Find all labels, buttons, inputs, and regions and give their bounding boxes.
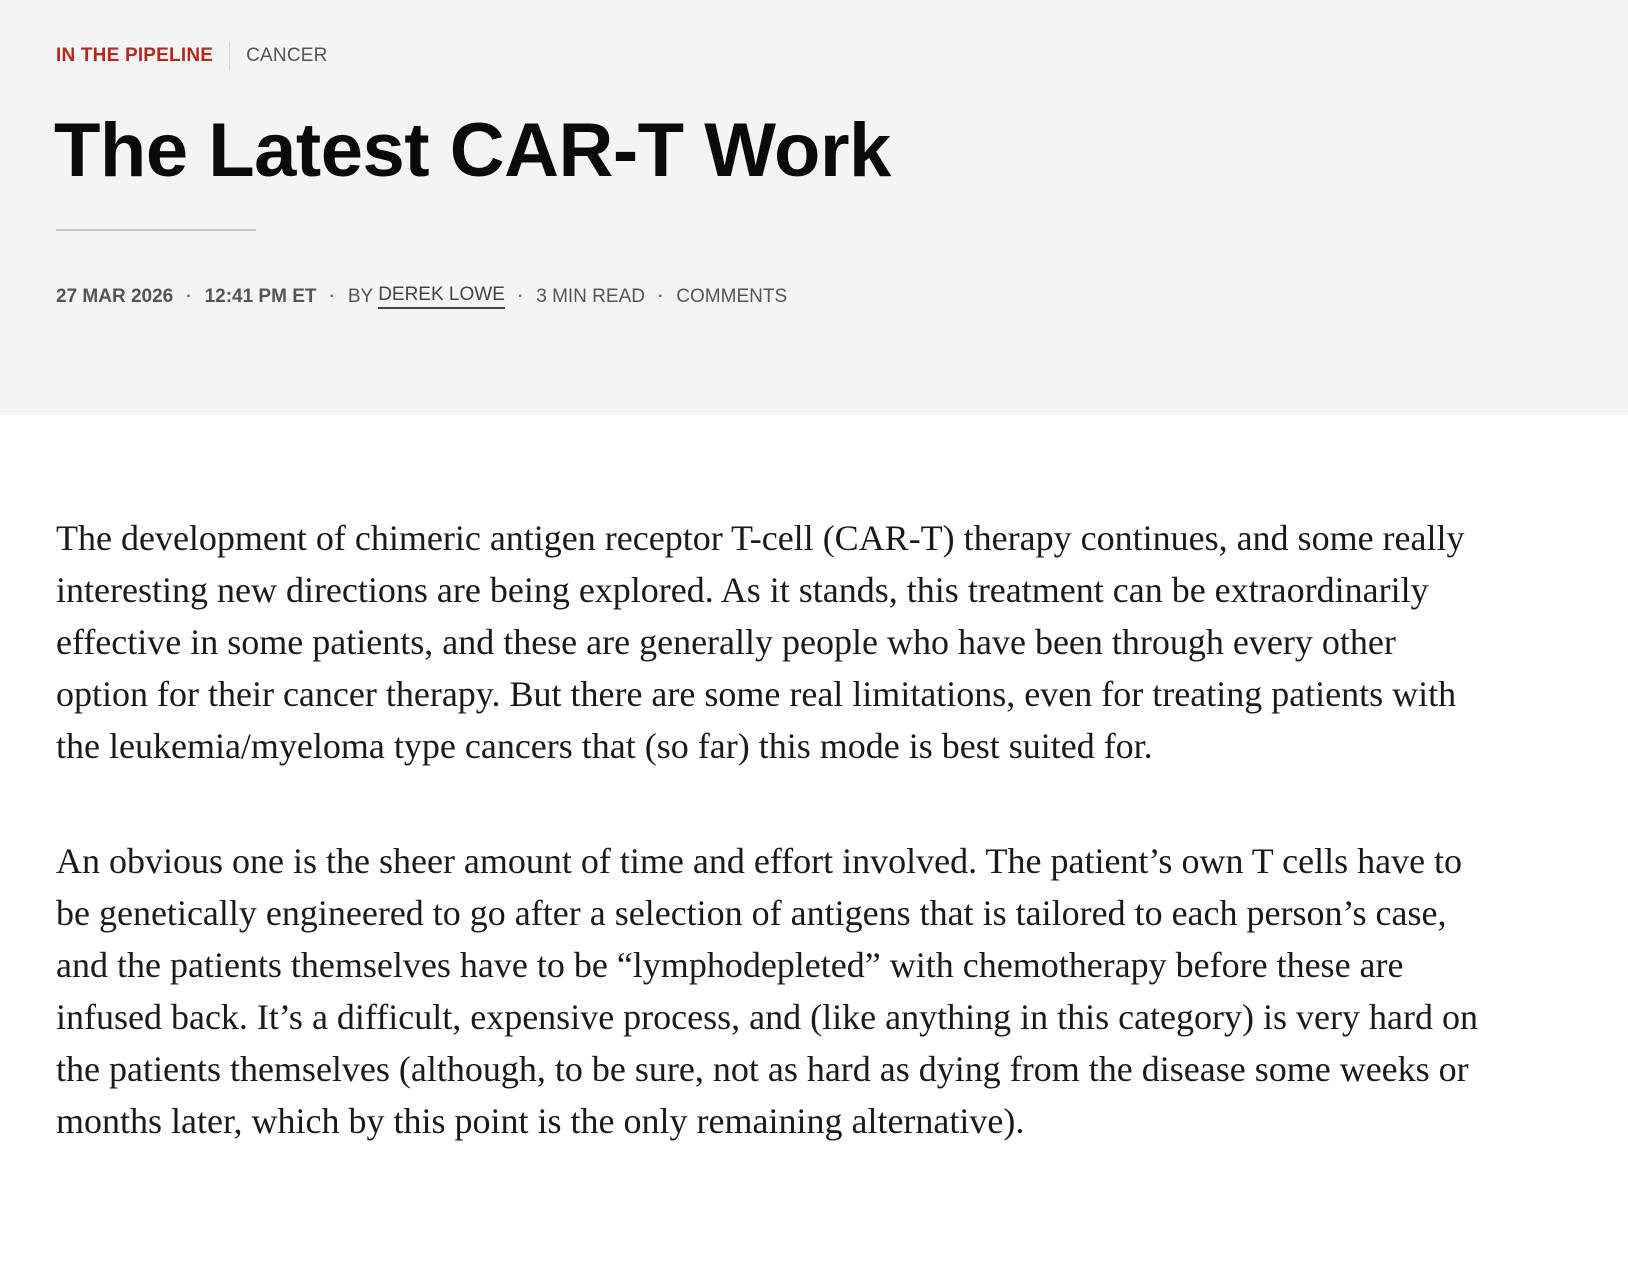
read-time: 3 MIN READ	[536, 285, 645, 307]
comments-link[interactable]: COMMENTS	[676, 285, 788, 307]
meta-separator-dot: ·	[186, 287, 192, 305]
article-paragraph: The development of chimeric antigen receptor T-cell (CAR-T) therapy continues, and some really interesting new directions are being explored. As it stands, this treatment can be extraordinarily effective in some patients, and these are generally people who have been through every other option for their cancer therapy. But there are some real limitations, even for treating patients with the leukemia/myeloma type cancers that (so far) this mode is best suited for.	[56, 518, 1465, 766]
title-divider	[56, 229, 256, 231]
byline-prefix: BY	[347, 285, 374, 307]
publish-date: 27 MAR 2026	[56, 285, 174, 307]
article-title: The Latest CAR-T Work	[54, 108, 891, 193]
breadcrumb	[56, 42, 328, 70]
breadcrumb-divider	[229, 42, 230, 70]
article-header	[0, 0, 1628, 415]
breadcrumb-topic-link[interactable]: CANCER	[246, 45, 328, 66]
article-paragraph: An obvious one is the sheer amount of time and effort involved. The patient’s own T cells have to be genetically engineered to go after a selection of antigens that is tailored to each person’s case, and the patients themselves have to be “lymphodepleted” with chemotherapy before these are infused back. It’s a difficult, expensive process, and (like anything in this category) is very hard on the patients themselves (although, to be sure, not as hard as dying from the disease some weeks or months later, which by this point is the only remaining alternative).	[56, 841, 1478, 1141]
article-meta	[56, 284, 787, 309]
publish-time: 12:41 PM ET	[204, 285, 317, 307]
meta-separator-dot: ·	[657, 287, 664, 305]
meta-separator-dot: ·	[517, 287, 524, 305]
meta-separator-dot: ·	[329, 287, 335, 305]
breadcrumb-section-link[interactable]: IN THE PIPELINE	[56, 45, 214, 66]
article-body	[56, 512, 1496, 1210]
author-link[interactable]: DEREK LOWE	[378, 284, 505, 309]
